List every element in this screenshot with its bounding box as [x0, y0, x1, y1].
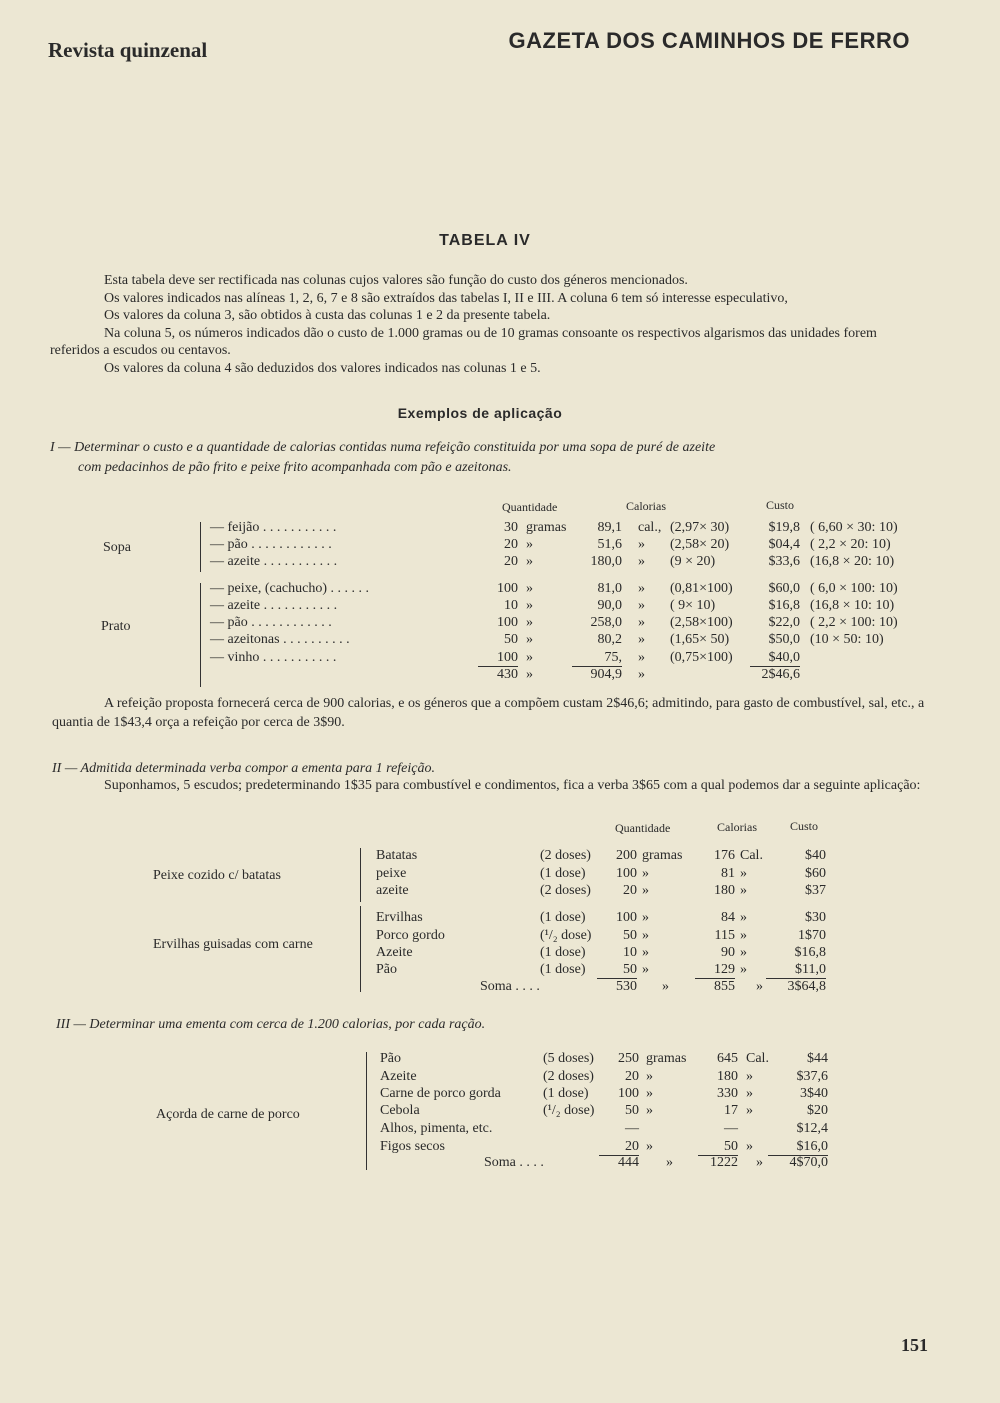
dose: (1 dose)	[540, 945, 586, 960]
header-left: Revista quinzenal	[48, 38, 208, 62]
ex2-heading: II — Admitida determinada verba compor a ementa para 1 refeição.	[52, 761, 435, 776]
cal-value: 81	[721, 866, 735, 881]
cal-value: 129	[695, 962, 735, 979]
intro-line: Os valores indicados nas alíneas 1, 2, 6, 7 e 8 são extraídos das tabelas I, II e III. A coluna 6 tem só interesse especulativo,	[104, 290, 788, 306]
item-name: Batatas	[376, 848, 418, 863]
qty-unit: »	[526, 537, 533, 552]
cost-value: $11,0	[766, 962, 826, 979]
cost-value: 3$40	[800, 1086, 828, 1101]
cal-value: 51,6	[597, 537, 622, 552]
total-cal: 855	[714, 979, 735, 994]
qty-value: 100	[618, 1086, 639, 1101]
cal-value: 84	[721, 910, 735, 925]
brace	[366, 1052, 367, 1170]
cal-unit: »	[740, 962, 747, 977]
total-cost: 3$64,8	[787, 979, 826, 994]
qty-unit: »	[646, 1139, 653, 1154]
cal-unit: cal.,	[638, 520, 662, 535]
item-name: — azeitonas . . . . . . . . . .	[210, 632, 350, 647]
cost-calc: (16,8 × 20: 10)	[810, 554, 895, 569]
total-unit: »	[526, 667, 533, 682]
total-unit: »	[666, 1155, 673, 1170]
dose: (¹/₂ dose)	[543, 1103, 595, 1118]
cal-value: 81,0	[597, 581, 622, 596]
item-name: — vinho . . . . . . . . . . .	[210, 650, 337, 665]
qty-value: 20	[504, 537, 518, 552]
item-name: — pão . . . . . . . . . . . .	[210, 537, 332, 552]
cal-unit: »	[740, 866, 747, 881]
cal-calc: (2,58×100)	[670, 615, 733, 630]
cal-unit: »	[638, 581, 645, 596]
qty-unit: gramas	[642, 848, 683, 863]
cost-value: $44	[807, 1051, 828, 1066]
cal-value: 330	[717, 1086, 738, 1101]
brace	[200, 522, 201, 572]
cal-unit: »	[638, 598, 645, 613]
intro-line: Na coluna 5, os números indicados dão o custo de 1.000 gramas ou de 10 gramas consoante os respectivos algarismos das unidades forem referidos a escudos ou centavos.	[50, 325, 877, 359]
cost-calc: ( 6,60 × 30: 10)	[810, 520, 898, 535]
qty-value: 50	[597, 962, 637, 979]
cal-unit: »	[638, 650, 645, 665]
qty-unit: »	[642, 883, 649, 898]
ex2-col-calorias: Calorias	[717, 820, 757, 834]
qty-unit: gramas	[646, 1051, 687, 1066]
item-name: Carne de porco gorda	[380, 1086, 501, 1101]
item-name: — feijão . . . . . . . . . . .	[210, 520, 337, 535]
qty-value: 100	[478, 650, 518, 667]
qty-value: 20	[625, 1069, 639, 1084]
dose: (2 doses)	[540, 848, 591, 863]
qty-value: 30	[504, 520, 518, 535]
qty-unit: »	[526, 650, 533, 665]
cal-unit: Cal.	[746, 1051, 769, 1066]
cal-value: 90,0	[597, 598, 622, 613]
cost-value: $60	[805, 866, 826, 881]
qty-value: 20	[599, 1139, 639, 1156]
ex1-group-label: Prato	[101, 619, 131, 634]
header-right: GAZETA DOS CAMINHOS DE FERRO	[508, 28, 910, 53]
cal-value: 90	[721, 945, 735, 960]
cost-calc: ( 2,2 × 100: 10)	[810, 615, 898, 630]
total-cost: 4$70,0	[789, 1155, 828, 1170]
total-cost: 2$46,6	[761, 667, 800, 682]
total-cal: 1222	[710, 1155, 738, 1170]
ex2-group-label: Peixe cozido c/ batatas	[153, 868, 281, 883]
cal-calc: (2,58× 20)	[670, 537, 730, 552]
cal-unit: »	[746, 1103, 753, 1118]
cal-unit: »	[746, 1139, 753, 1154]
examples-subtitle: Exemplos de aplicação	[397, 405, 563, 421]
cost-value: $20	[807, 1103, 828, 1118]
cost-value: $16,0	[768, 1139, 828, 1156]
ex1-heading-line1: I — Determinar o custo e a quantidade de calorias contidas numa refeição constituida por uma sopa de puré de azeite	[50, 440, 716, 455]
cost-calc: ( 6,0 × 100: 10)	[810, 581, 898, 596]
qty-value: 100	[497, 615, 518, 630]
qty-value: 100	[616, 866, 637, 881]
cal-unit: »	[638, 554, 645, 569]
cal-unit: »	[746, 1086, 753, 1101]
cal-unit: »	[746, 1069, 753, 1084]
qty-value: 50	[504, 632, 518, 647]
intro-line: Esta tabela deve ser rectificada nas colunas cujos valores são função do custo dos géneros mencionados.	[104, 273, 688, 288]
item-name: — peixe, (cachucho) . . . . . .	[210, 581, 369, 596]
intro-line: Os valores da coluna 3, são obtidos à custa das colunas 1 e 2 da presente tabela.	[104, 308, 551, 324]
cal-value: 17	[724, 1103, 738, 1118]
qty-unit: »	[526, 615, 533, 630]
dose: (5 doses)	[543, 1051, 594, 1066]
dose: (1 dose)	[540, 962, 586, 977]
cal-value: 645	[717, 1051, 738, 1066]
cal-value: —	[724, 1121, 738, 1136]
qty-unit: »	[642, 910, 649, 925]
cost-value: $37	[805, 883, 826, 898]
ex2-text-body: Suponhamos, 5 escudos; predeterminando 1$35 para combustível e condimentos, fica a verba 3$65 com a qual podemos dar a seguinte aplicação:	[104, 778, 921, 793]
dose: (2 doses)	[540, 883, 591, 898]
ex2-col-quantidade: Quantidade	[615, 821, 671, 835]
qty-value: 200	[616, 848, 637, 863]
qty-value: 100	[497, 581, 518, 596]
ex1-conclusion	[52, 694, 932, 732]
intro-text	[50, 272, 930, 378]
qty-unit: »	[642, 866, 649, 881]
total-qty: 430	[497, 667, 518, 682]
cal-unit: »	[638, 537, 645, 552]
cost-value: $16,8	[794, 945, 826, 960]
item-name: Azeite	[380, 1069, 417, 1084]
total-label: Soma . . . .	[484, 1155, 544, 1170]
cal-unit: »	[740, 910, 747, 925]
cal-value: 89,1	[597, 520, 622, 535]
item-name: Figos secos	[380, 1139, 445, 1154]
total-cal-unit: »	[756, 979, 763, 994]
item-name: Ervilhas	[376, 910, 423, 925]
ex1-col-quantidade: Quantidade	[502, 500, 558, 514]
cal-value: 115	[714, 928, 735, 943]
qty-unit: »	[646, 1103, 653, 1118]
cal-value: 258,0	[590, 615, 622, 630]
cal-value: 180	[717, 1069, 738, 1084]
qty-unit: »	[526, 554, 533, 569]
qty-value: 100	[616, 910, 637, 925]
cost-value: $16,8	[768, 598, 800, 613]
cal-calc: (0,75×100)	[670, 650, 733, 665]
dose: (1 dose)	[540, 866, 586, 881]
brace	[200, 583, 201, 687]
qty-unit: »	[642, 928, 649, 943]
ex3-label: Açorda de carne de porco	[156, 1107, 300, 1122]
ex2-group-label: Ervilhas guisadas com carne	[153, 937, 313, 952]
total-cal-unit: »	[638, 667, 645, 682]
qty-unit: »	[642, 945, 649, 960]
cost-value: $04,4	[768, 537, 800, 552]
ex2-col-custo: Custo	[790, 819, 819, 833]
cost-value: $30	[805, 910, 826, 925]
cal-unit: »	[638, 632, 645, 647]
cal-unit: »	[740, 883, 747, 898]
qty-unit: »	[526, 598, 533, 613]
dose: (1 dose)	[540, 910, 586, 925]
cal-value: 50	[698, 1139, 738, 1156]
cost-value: $22,0	[768, 615, 800, 630]
item-name: Cebola	[380, 1103, 420, 1118]
cal-calc: (1,65× 50)	[670, 632, 730, 647]
total-cal-unit: »	[756, 1155, 763, 1170]
qty-value: —	[625, 1121, 639, 1136]
qty-value: 10	[504, 598, 518, 613]
table-title: TABELA IV	[439, 232, 531, 249]
ex1-col-calorias: Calorias	[626, 499, 666, 513]
ex1-group-label: Sopa	[103, 540, 131, 555]
qty-value: 250	[618, 1051, 639, 1066]
cal-unit: Cal.	[740, 848, 763, 863]
qty-value: 50	[625, 1103, 639, 1118]
item-name: — pão . . . . . . . . . . . .	[210, 615, 332, 630]
dose: (1 dose)	[543, 1086, 589, 1101]
cal-calc: (9 × 20)	[670, 554, 716, 569]
total-label: Soma . . . .	[480, 979, 540, 994]
cal-value: 180	[714, 883, 735, 898]
cal-unit: »	[638, 615, 645, 630]
qty-unit: »	[646, 1069, 653, 1084]
cal-unit: »	[740, 928, 747, 943]
cost-value: 1$70	[798, 928, 826, 943]
item-name: peixe	[376, 866, 407, 881]
cost-value: $50,0	[768, 632, 800, 647]
item-name: — azeite . . . . . . . . . . .	[210, 554, 338, 569]
ex3-heading: III — Determinar uma ementa com cerca de 1.200 calorias, por cada ração.	[56, 1017, 486, 1032]
cost-calc: (16,8 × 10: 10)	[810, 598, 895, 613]
cost-value: $12,4	[796, 1121, 828, 1136]
page-number: 151	[901, 1335, 928, 1355]
qty-value: 50	[623, 928, 637, 943]
cal-value: 80,2	[597, 632, 622, 647]
ex1-heading-line2: com pedacinhos de pão frito e peixe frito acompanhada com pão e azeitonas.	[78, 460, 512, 475]
item-name: — azeite . . . . . . . . . . .	[210, 598, 338, 613]
qty-value: 20	[504, 554, 518, 569]
dose: (¹/₂ dose)	[540, 928, 592, 943]
item-name: Pão	[376, 962, 397, 977]
ex1-col-custo: Custo	[766, 498, 795, 512]
cal-calc: (0,81×100)	[670, 581, 733, 596]
cal-calc: ( 9× 10)	[670, 598, 716, 613]
total-qty: 530	[616, 979, 637, 994]
cal-calc: (2,97× 30)	[670, 520, 730, 535]
cal-unit: »	[740, 945, 747, 960]
item-name: Porco gordo	[376, 928, 445, 943]
brace	[360, 848, 361, 902]
cost-calc: ( 2,2 × 20: 10)	[810, 537, 891, 552]
cost-value: $40,0	[750, 650, 800, 667]
cost-calc: (10 × 50: 10)	[810, 632, 884, 647]
intro-line: Os valores da coluna 4 são deduzidos dos valores indicados nas colunas 1 e 5.	[104, 360, 541, 376]
brace	[360, 906, 361, 992]
qty-value: 20	[623, 883, 637, 898]
total-qty: 444	[618, 1155, 639, 1170]
cal-value: 176	[714, 848, 735, 863]
qty-unit: »	[526, 632, 533, 647]
dose: (2 doses)	[543, 1069, 594, 1084]
ex1-conclusion-text: A refeição proposta fornecerá cerca de 900 calorias, e os géneros que a compõem custam 2$46,6; admitindo, para gasto de combustível, sal, etc., a quantia de 1$43,4 orça a refeição por cerca de 3$90.	[52, 696, 925, 730]
cal-value: 75,	[572, 650, 622, 667]
ex2-text	[52, 776, 932, 795]
cost-value: $33,6	[768, 554, 800, 569]
qty-value: 10	[623, 945, 637, 960]
cost-value: $19,8	[768, 520, 800, 535]
qty-unit: gramas	[526, 520, 567, 535]
qty-unit: »	[642, 962, 649, 977]
item-name: Alhos, pimenta, etc.	[380, 1121, 493, 1136]
cost-value: $37,6	[796, 1069, 828, 1084]
item-name: Pão	[380, 1051, 401, 1066]
cal-value: 180,0	[590, 554, 622, 569]
cost-value: $60,0	[768, 581, 800, 596]
total-unit: »	[662, 979, 669, 994]
cost-value: $40	[805, 848, 826, 863]
qty-unit: »	[646, 1086, 653, 1101]
qty-unit: »	[526, 581, 533, 596]
item-name: azeite	[376, 883, 409, 898]
total-cal: 904,9	[590, 667, 622, 682]
item-name: Azeite	[376, 945, 413, 960]
